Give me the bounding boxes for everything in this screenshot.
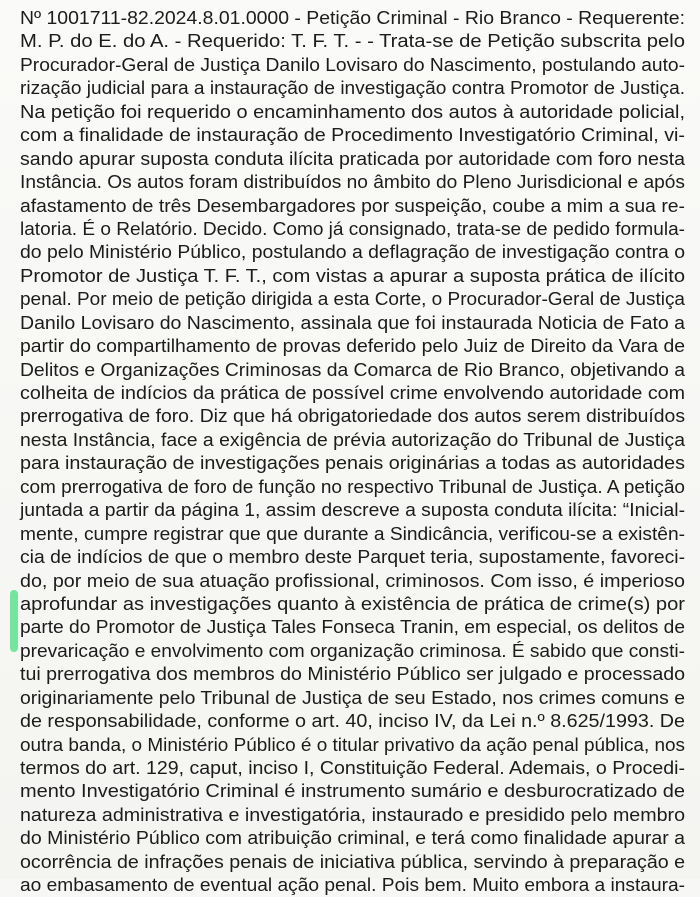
document-text (20, 6, 685, 897)
document-line: M. P. do E. do A. - Requerido: T. F. T. - - Trata-se de Petição subscrita pelo (20, 30, 685, 52)
document-line: juntada a partir da página 1, assim descreve a suposta conduta ilícita: “Inicial- (20, 499, 685, 521)
document-line: afastamento de três Desembargadores por suspeição, coube a mim a sua re- (20, 194, 685, 216)
document-line: do, por meio de sua atuação profissional, criminosos. Com isso, é imperioso (20, 569, 685, 591)
document-line: penal. Por meio de petição dirigida a esta Corte, o Procurador-Geral de Justiça (20, 288, 685, 310)
document-line: nesta Instância, face a exigência de prévia autorização do Tribunal de Justiça (20, 428, 685, 450)
document-line: Procurador-Geral de Justiça Danilo Lovisaro do Nascimento, postulando auto- (20, 53, 685, 75)
document-line: rização judicial para a instauração de investigação contra Promotor de Justiça. (20, 77, 686, 99)
document-line: outra banda, o Ministério Público é o titular privativo da ação penal pública, nos (20, 733, 685, 755)
document-line: Delitos e Organizações Criminosas da Comarca de Rio Branco, objetivando a (20, 358, 685, 380)
document-line: prerrogativa de foro. Diz que há obrigatoriedade dos autos serem distribuídos (20, 405, 685, 427)
document-line: tui prerrogativa dos membros do Ministério Público ser julgado e processado (20, 663, 685, 685)
document-line: ocorrência de infrações penais de iniciativa pública, servindo à preparação e (20, 850, 685, 872)
document-line: prevaricação e envolvimento com organização criminosa. É sabido que consti- (20, 639, 685, 661)
document-line: termos do art. 129, caput, inciso I, Constituição Federal. Ademais, o Procedi- (20, 757, 685, 778)
document-line: mento Investigatório Criminal é instrumento sumário e desburocratizado de (20, 780, 685, 802)
document-line: de responsabilidade, conforme o art. 40, inciso IV, da Lei n.º 8.625/1993. De (20, 710, 685, 732)
document-line: natureza administrativa e investigatória, instaurado e presidido pelo membro (20, 803, 686, 825)
document-line: do Ministério Público com atribuição criminal, e terá como finalidade apurar a (20, 827, 685, 849)
document-line: aprofundar as investigações quanto à existência de prática de crime(s) por (20, 592, 685, 614)
document-line: Promotor de Justiça T. F. T., com vistas a apurar a suposta prática de ilícito (20, 264, 685, 286)
document-line: cia de indícios de que o membro deste Parquet teria, supostamente, favoreci- (20, 546, 685, 568)
document-line: partir do compartilhamento de provas deferido pelo Juiz de Direito da Vara de (20, 335, 685, 357)
highlighter-mark (10, 590, 18, 652)
document-line: Na petição foi requerido o encaminhamento dos autos à autoridade policial, (20, 100, 685, 122)
document-line: com prerrogativa de foro de função no respectivo Tribunal de Justiça. A petição (20, 475, 685, 497)
document-line: com a finalidade de instauração de Procedimento Investigatório Criminal, vi- (20, 124, 685, 146)
document-line: latoria. É o Relatório. Decido. Como já consignado, trata-se de pedido formula- (20, 217, 685, 239)
document-line: mente, cumpre registrar que que durante a Sindicância, verificou-se a existên- (20, 522, 685, 544)
document-line: do pelo Ministério Público, postulando a deflagração de investigação contra o (20, 241, 685, 263)
document-line: originariamente pelo Tribunal de Justiça de seu Estado, nos crimes comuns e (20, 686, 685, 708)
document-line: parte do Promotor de Justiça Tales Fonseca Tranin, em especial, os delitos de (20, 616, 685, 638)
document-line: Nº 1001711-82.2024.8.01.0000 - Petição Criminal - Rio Branco - Requerente: (20, 7, 685, 28)
document-line: ao embasamento de eventual ação penal. Pois bem. Muito embora a instaura- (20, 874, 685, 896)
document-line: sando apurar suposta conduta ilícita praticada por autoridade com foro nesta (20, 147, 685, 169)
document-line: colheita de indícios da prática de possível crime envolvendo autoridade com (20, 382, 686, 403)
document-line: para instauração de investigações penais originárias a todas as autoridades (20, 452, 685, 474)
document-line: Instância. Os autos foram distribuídos no âmbito do Pleno Jurisdicional e após (20, 171, 685, 193)
document-line: Danilo Lovisaro do Nascimento, assinala que foi instaurada Noticia de Fato a (20, 311, 685, 333)
